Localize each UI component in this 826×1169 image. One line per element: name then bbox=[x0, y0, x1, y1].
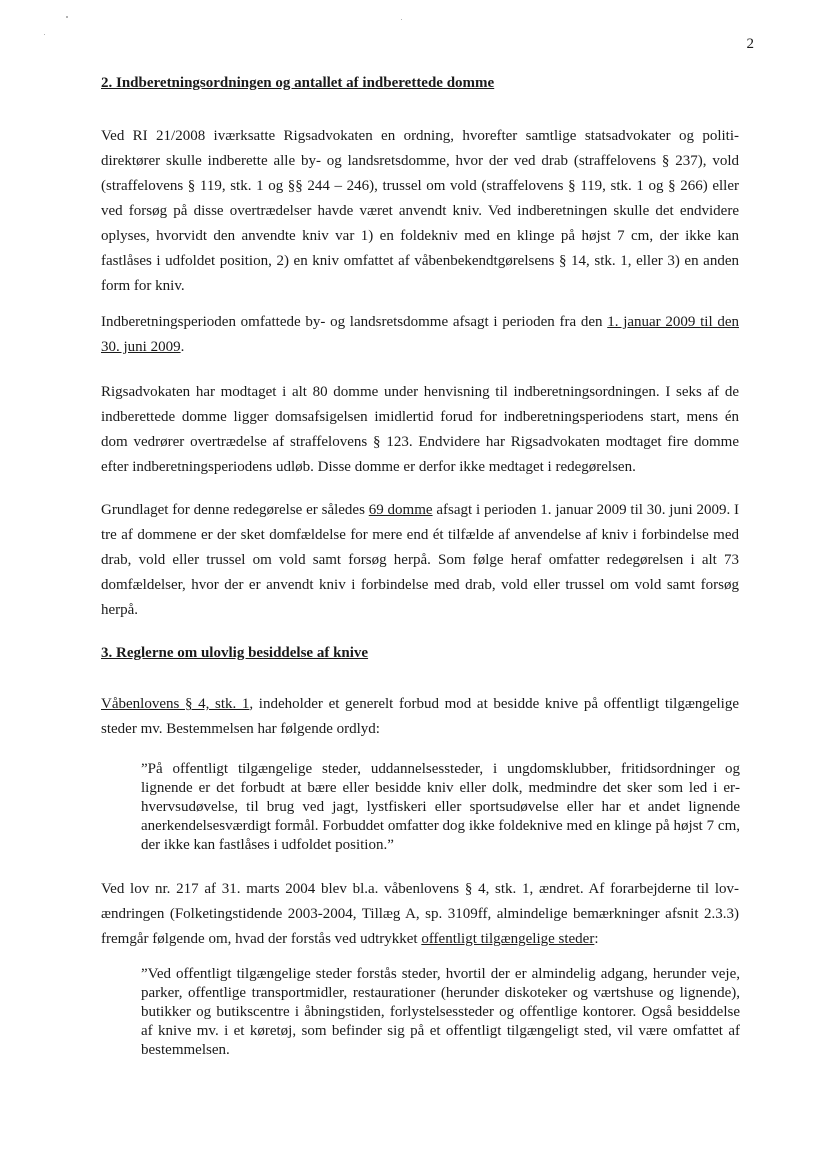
judgment-count-underlined: 69 domme bbox=[368, 502, 433, 518]
paragraph-text: Ved lov nr. 217 af 31. marts 2004 blev bl.a. våbenlovens § 4, stk. 1, ændret. Af forarbejderne til lovændringen (Folketingstidende 2003-2004, Tillæg A, sp. 3109ff, almindelige bemærkninger afsnit 2.3.3) fremgår følgende om, hvad der forstås ved udtrykket bbox=[101, 881, 739, 947]
scan-speck bbox=[44, 34, 45, 35]
page-number: 2 bbox=[746, 36, 754, 52]
paragraph-text: . bbox=[180, 339, 185, 355]
section-2-paragraph-1: Ved RI 21/2008 iværksatte Rigsadvokaten en ordning, hvorefter samtlige statsadvokater og politidirektører skulle indberette alle by- og landsretsdomme, hvor der ved drab (straffelovens § 237), vold (straffelovens § 119, stk. 1 og §§ 244 – 246), trussel om vold (straffelovens § 119, stk. 1 og § 266) eller ved forsøg på disse overtrædelser havde været anvendt kniv. Ved indberetningen skulle det endvidere oplyses, hvorvidt den anvendte kniv var 1) en foldekniv med en klinge på højst 7 cm, der ikke kan fastlåses i udfoldet position, 2) en kniv omfattet af våbenbekendtgørelsens § 14, stk. 1, eller 3) en anden form for kniv. bbox=[101, 128, 739, 294]
section-2-heading: 2. Indberetningsordningen og antallet af indberettede domme bbox=[101, 75, 495, 91]
scan-speck bbox=[66, 16, 68, 18]
section-3-quote-1: ”På offentligt tilgængelige steder, uddannelsessteder, i ungdomsklubber, fritidsordninger og lignende er det forbudt at bære eller besidde kniv eller dolk, medmindre det sker som led i erhvervsudøvelse, til brug ved jagt, lystfiskeri eller sportsudøvelse eller har et andet lignende anerkendelsesværdigt formål. Forbuddet omfatter dog ikke foldeknive med en klinge på højst 7 cm, der ikke kan fastlåses i udfoldet position.” bbox=[141, 761, 740, 853]
section-3-paragraph-1 bbox=[101, 692, 739, 742]
paragraph-text: Indberetningsperioden omfattede by- og landsretsdomme afsagt i perioden fra den bbox=[101, 314, 608, 330]
scan-speck bbox=[401, 19, 402, 20]
section-2-paragraph-2 bbox=[101, 310, 739, 360]
reporting-period-underlined: 1. januar 2009 til den 30. juni 2009 bbox=[101, 314, 739, 355]
paragraph-text: afsagt i perioden 1. januar 2009 til 30. juni 2009. I tre af dommene er der sket domfældelse for mere end ét tilfælde af anvendelse af kniv i forbindelse med drab, vold eller trussel om vold samt forsøg herpå. Som følge heraf omfatter redegørelsen i alt 73 domfældelser, hvor der er anvendt kniv i forbindelse med drab, vold eller trussel om vold samt forsøg herpå. bbox=[101, 502, 739, 618]
law-reference-underlined: Våbenlovens § 4, stk. 1 bbox=[101, 696, 250, 712]
paragraph-text: Grundlaget for denne redegørelse er således bbox=[101, 502, 369, 518]
section-2-paragraph-4 bbox=[101, 498, 739, 623]
public-places-term-underlined: offentligt tilgængelige steder bbox=[421, 931, 595, 947]
section-3-paragraph-2 bbox=[101, 877, 739, 952]
paragraph-text: : bbox=[594, 931, 599, 947]
section-3-quote-2: ”Ved offentligt tilgængelige steder forstås steder, hvortil der er almindelig adgang, herunder veje, parker, offentlige transportmidler, restaurationer (herunder diskoteker og værtshuse og lignende), butikker og butikscentre i åbningstiden, forlystelsessteder og offentlige kontorer. Også besiddelse af knive mv. i et køretøj, som befinder sig på et offentligt tilgængeligt sted, vil være omfattet af bestemmelsen. bbox=[141, 966, 740, 1058]
section-3-heading: 3. Reglerne om ulovlig besiddelse af knive bbox=[101, 645, 369, 661]
section-2-paragraph-3: Rigsadvokaten har modtaget i alt 80 domme under henvisning til indberetningsordningen. I seks af de indberettede domme ligger domsafsigelsen imidlertid forud for indberetningsperiodens start, mens én dom vedrører overtrædelse af straffelovens § 123. Endvidere har Rigsadvokaten modtaget fire domme efter indberetningsperiodens udløb. Disse domme er derfor ikke medtaget i redegørelsen. bbox=[101, 384, 739, 475]
paragraph-text: , indeholder et generelt forbud mod at besidde knive på offentligt tilgængelige steder mv. Bestemmelsen har følgende ordlyd: bbox=[101, 696, 739, 737]
